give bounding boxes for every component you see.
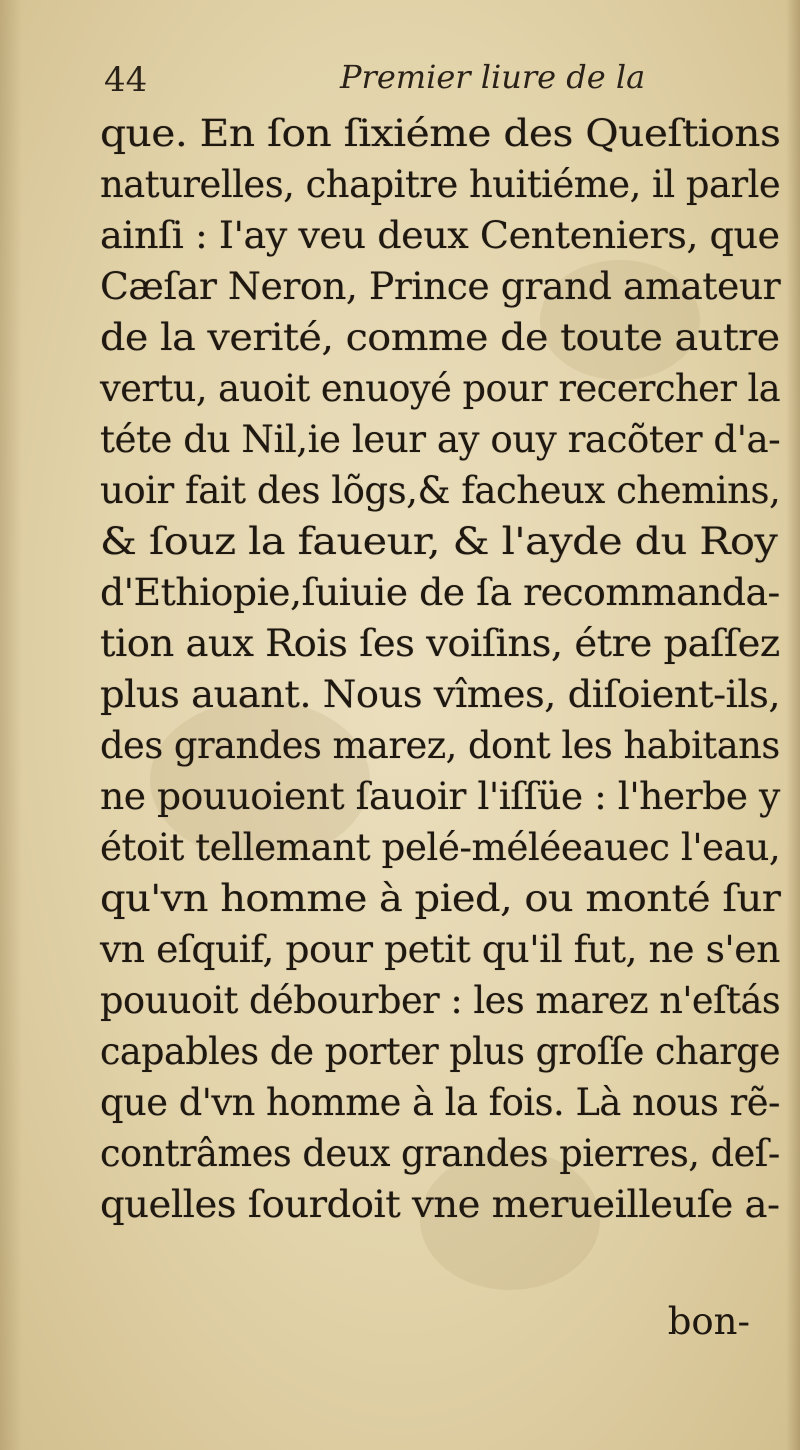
running-head: Premier liure de la [340,58,646,96]
text-line: uoir fait des lõgs,& facheux chemins, [100,469,781,512]
text-line: d'Ethiopie,ſuiuie de ſa recommanda- [100,571,780,614]
text-line: étoit tellemant pelé-méléeauec l'eau, [100,826,781,869]
text-line: de la verité, comme de toute autre [100,316,780,359]
text-line: ne pouuoient ſauoir l'iſſüe : l'herbe y [100,775,780,818]
text-line: plus auant. Nous vîmes, diſoient-ils, [100,673,781,716]
text-line: ainſi : I'ay veu deux Centeniers, que [100,214,780,257]
text-line: vertu, auoit enuoyé pour recercher la [100,367,781,410]
text-line: que. En ſon ſixiéme des Queſtions [100,112,781,155]
text-line: pouuoit débourber : les marez n'eſtás [100,979,781,1022]
text-line: des grandes marez, dont les habitans [100,724,780,767]
text-line: qu'vn homme à pied, ou monté ſur [100,877,781,920]
text-line: & ſouz la faueur, & l'ayde du Roy [100,520,778,563]
text-line: Cæſar Neron, Prince grand amateur [100,265,781,308]
text-line: quelles ſourdoit vne merueilleuſe a- [100,1183,780,1226]
text-line: téte du Nil,ie leur ay ouy racõter d'a- [100,418,781,461]
text-line: capables de porter plus groſſe charge [100,1030,781,1073]
body-text [100,108,780,1230]
page-gutter-shadow [0,0,22,1450]
catchword: bon- [667,1300,750,1343]
text-line: que d'vn homme à la fois. Là nous rẽ- [100,1081,780,1124]
page-header [104,52,664,112]
text-line: naturelles, chapitre huitiéme, il parle [100,163,781,206]
text-line: tion aux Rois ſes voiſins, étre paſſez [100,622,780,665]
text-line: contrâmes deux grandes pierres, deſ- [100,1132,780,1175]
text-line: vn eſquif, pour petit qu'il fut, ne s'en [100,928,780,971]
page-number: 44 [104,60,148,100]
